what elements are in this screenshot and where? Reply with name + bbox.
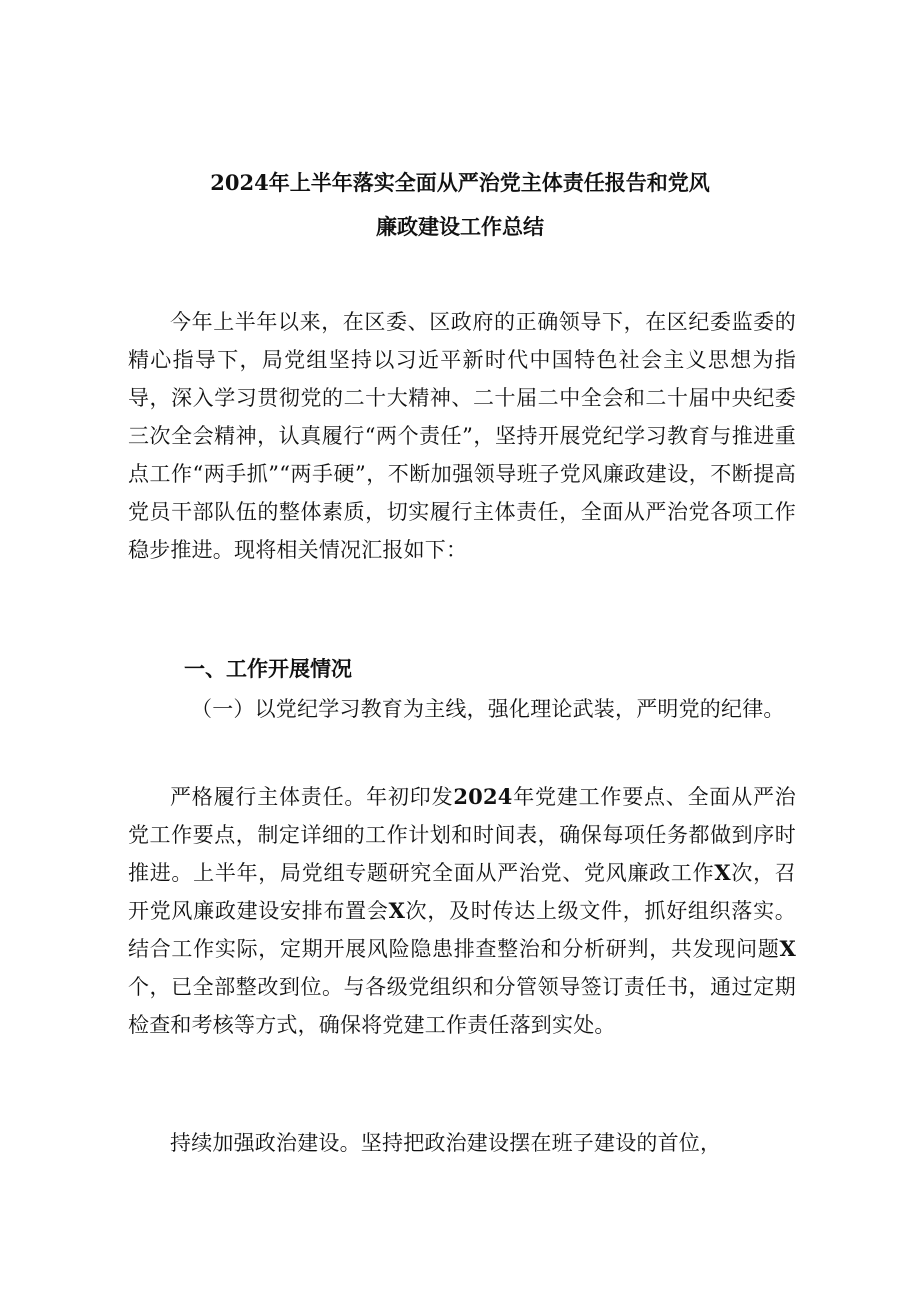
paragraph-2-text: 严格履行主体责任。年初印发 xyxy=(170,785,454,809)
paragraph-2-placeholder-x: X xyxy=(779,936,796,961)
paragraph-2-text: 次，召开党风廉政建设安排布置会 xyxy=(128,861,796,923)
paragraph-3: 持续加强政治建设。坚持把政治建设摆在班子建设的首位， xyxy=(170,1131,722,1155)
intro-paragraph: 今年上半年以来，在区委、区政府的正确领导下，在区纪委监委的精心指导下，局党组坚持以习近平新时代中国特色社会主义思想为指导，深入学习贯彻党的二十大精神、二十届二中全会和二十届中央纪委三次全会精神，认真履行“两个责任”，坚持开展党纪学习教育与推进重点工作“两手抓”“两手硬”，不断加强领导班子党风廉政建设，不断提高党员干部队伍的整体素质，切实履行主体责任，全面从严治党各项工作稳步推进。现将相关情况汇报如下： xyxy=(128,310,796,562)
paragraph-2-text: 年党建工作要点、全面从严治党工作要点，制定详细的工作计划和时间表，确保每项任务都做到序时推进。上半年，局党组专题研究全面从严治党、党风廉政工作 xyxy=(128,785,796,885)
document-title-line-2: 廉政建设工作总结 xyxy=(376,214,544,239)
section-1-heading: 一、工作开展情况 xyxy=(184,657,352,681)
paragraph-2-placeholder-x: X xyxy=(388,898,406,923)
subsection-1-heading: （一）以党纪学习教育为主线，强化理论武装，严明党的纪律。 xyxy=(191,697,785,721)
paragraph-2-block xyxy=(128,778,796,1044)
paragraph-2-year: 2024 xyxy=(453,784,513,809)
paragraph-2 xyxy=(128,778,796,1044)
intro-paragraph-block xyxy=(128,303,796,569)
paragraph-3-block xyxy=(128,1124,796,1162)
paragraph-2-text: 次，及时传达上级文件，抓好组织落实。结合工作实际，定期开展风险隐患排查整治和分析研判，共发现问题 xyxy=(128,899,796,961)
paragraph-2-text: 个，已全部整改到位。与各级党组织和分管领导签订责任书，通过定期检查和考核等方式，确保将党建工作责任落到实处。 xyxy=(128,975,796,1037)
subsection-1-heading-block xyxy=(128,690,796,728)
paragraph-2-placeholder-x: X xyxy=(714,860,731,885)
document-title-line-1: 2024年上半年落实全面从严治党主体责任报告和党风 xyxy=(210,170,710,195)
